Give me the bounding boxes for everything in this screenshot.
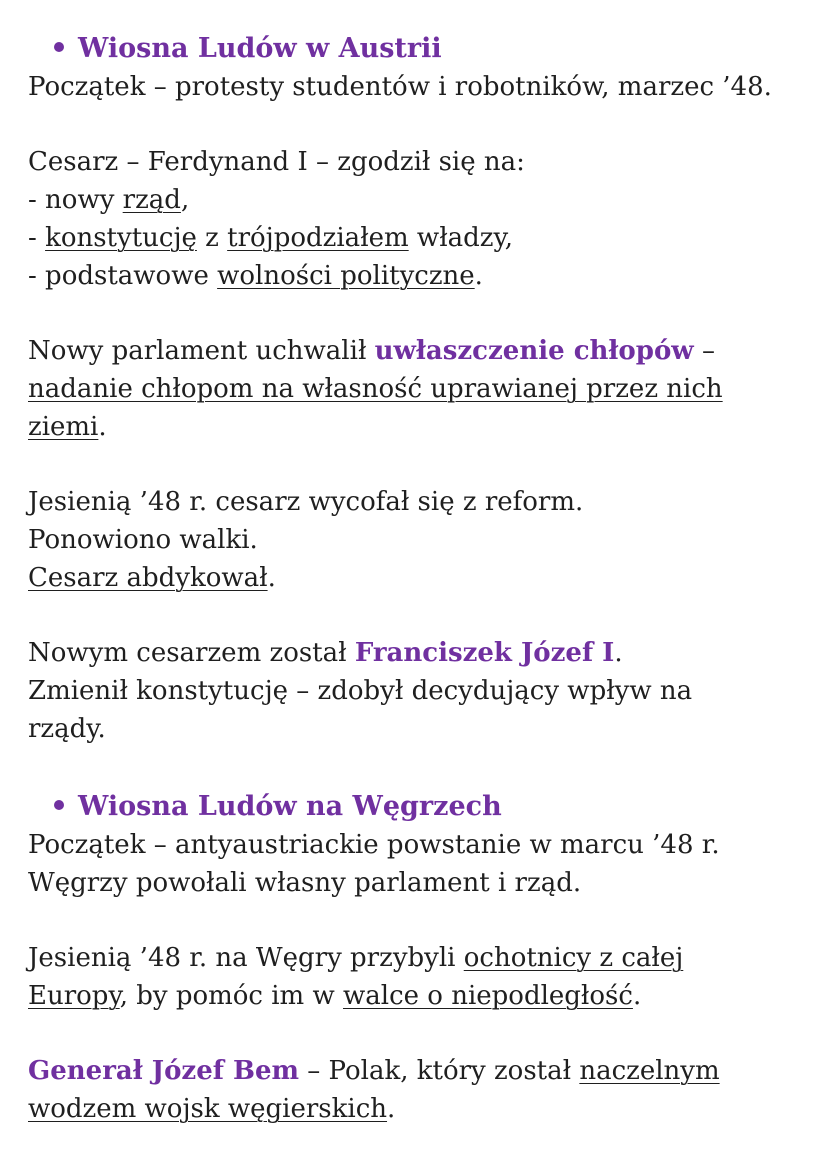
text-span: . xyxy=(267,563,276,593)
text-span: , xyxy=(180,185,190,215)
definition-line-1 xyxy=(28,370,800,408)
text-span: z xyxy=(196,223,228,253)
list-item-constitution xyxy=(28,219,800,257)
parliament-line xyxy=(28,332,800,370)
underlined-text: konstytucję xyxy=(45,223,197,253)
underlined-text: trójpodziałem xyxy=(227,223,409,253)
constitution-line-2: rządy. xyxy=(28,714,106,744)
emperor-intro-line: Cesarz – Ferdynand I – zgodził się na: xyxy=(28,147,525,177)
highlighted-term: Generał Józef Bem xyxy=(28,1056,300,1086)
bullet-icon xyxy=(54,800,64,810)
hungary-start-line: Początek – antyaustriackie powstanie w marcu ’48 r. xyxy=(28,830,720,860)
highlighted-term: uwłaszczenie chłopów xyxy=(374,336,694,366)
bem-line-1 xyxy=(28,1052,800,1090)
text-span: . xyxy=(614,638,623,668)
list-item-freedoms xyxy=(28,257,800,295)
text-span: - podstawowe xyxy=(28,261,218,291)
heading-austria-text: Wiosna Ludów w Austrii xyxy=(78,33,442,64)
text-span: , by pomóc im w xyxy=(119,981,343,1011)
definition-line-2 xyxy=(28,408,800,446)
fights-line: Ponowiono walki. xyxy=(28,525,258,555)
text-span: Nowym cesarzem został xyxy=(28,638,355,668)
text-span: - xyxy=(28,223,46,253)
underlined-text: ochotnicy z całej xyxy=(463,943,684,973)
autumn-line: Jesienią ’48 r. cesarz wycofał się z reform. xyxy=(28,487,584,517)
highlighted-term: Franciszek Józef I xyxy=(354,638,615,668)
underlined-text: nadanie chłopom na własność uprawianej przez nich xyxy=(28,374,723,404)
underlined-text: naczelnym xyxy=(579,1056,720,1086)
text-span: . xyxy=(387,1094,396,1124)
abdication-line xyxy=(28,559,800,597)
text-span: – xyxy=(693,336,715,366)
heading-austria xyxy=(28,30,800,68)
austria-start-line: Początek – protesty studentów i robotników, marzec ’48. xyxy=(28,72,772,102)
underlined-text: walce o niepodległość xyxy=(343,981,633,1011)
underlined-text: wodzem wojsk węgierskich xyxy=(28,1094,388,1124)
underlined-text: ziemi xyxy=(28,412,99,442)
text-span: . xyxy=(632,981,642,1011)
text-span: władzy, xyxy=(408,223,513,253)
text-span: - nowy xyxy=(28,185,123,215)
heading-hungary xyxy=(28,788,800,826)
text-span: – Polak, który został xyxy=(299,1056,580,1086)
volunteers-line-1 xyxy=(28,939,800,977)
new-emperor-line xyxy=(28,634,800,672)
underlined-text: rząd xyxy=(122,185,181,215)
volunteers-line-2 xyxy=(28,977,800,1015)
constitution-line-1: Zmienił konstytucję – zdobył decydujący wpływ na xyxy=(28,676,693,706)
underlined-text: Europy xyxy=(28,981,120,1011)
text-span: . xyxy=(474,261,483,291)
heading-hungary-text: Wiosna Ludów na Węgrzech xyxy=(78,791,502,822)
underlined-text: wolności polityczne xyxy=(217,261,475,291)
text-span: Nowy parlament uchwalił xyxy=(28,336,375,366)
bullet-icon xyxy=(54,42,64,52)
underlined-text: Cesarz abdykował xyxy=(28,563,268,593)
bem-line-2 xyxy=(28,1090,800,1128)
list-item-government xyxy=(28,181,800,219)
hungary-parliament-line: Węgrzy powołali własny parlament i rząd. xyxy=(28,868,582,898)
text-span: . xyxy=(98,412,107,442)
text-span: Jesienią ’48 r. na Węgry przybyli xyxy=(28,943,464,973)
